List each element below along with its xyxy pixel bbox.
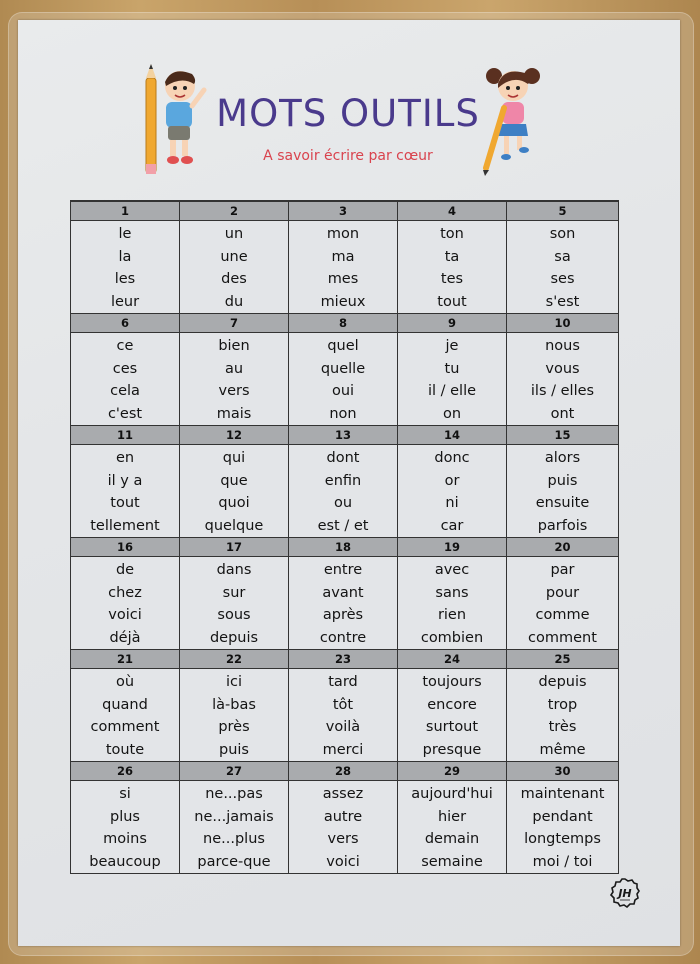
word: qui [222, 450, 246, 466]
word: or [444, 472, 460, 489]
word: la [118, 248, 132, 265]
word: les [114, 271, 136, 287]
word-block [507, 761, 618, 873]
word: moins [103, 831, 147, 847]
block-words [398, 333, 506, 425]
block-words [398, 221, 506, 313]
word: même [539, 741, 586, 758]
block-words [289, 333, 397, 425]
word-block [289, 425, 398, 537]
word: je [445, 338, 459, 354]
block-words [289, 669, 397, 761]
page-subtitle: A savoir écrire par cœur [263, 148, 433, 164]
word: combien [420, 629, 484, 646]
word: ne...pas [205, 786, 263, 802]
word-block [507, 313, 618, 425]
block-words [289, 221, 397, 313]
word: voici [108, 607, 142, 623]
word: ce [116, 338, 134, 354]
block-number: 23 [289, 649, 397, 669]
word: tard [328, 674, 358, 690]
word: une [220, 248, 248, 265]
block-number: 25 [507, 649, 618, 669]
block-words [507, 781, 618, 873]
word: mon [326, 226, 360, 242]
word: voilà [325, 719, 361, 735]
block-number: 13 [289, 425, 397, 445]
word: leur [110, 293, 140, 310]
block-row [71, 425, 618, 537]
word: pendant [532, 808, 593, 825]
word: plus [110, 808, 140, 825]
word: trop [547, 696, 578, 713]
word: sans [435, 584, 469, 601]
word: mais [216, 405, 252, 422]
word: comment [528, 629, 597, 646]
word: nous [545, 338, 580, 354]
word: autre [323, 808, 363, 825]
word: non [329, 405, 357, 422]
word: depuis [538, 674, 587, 690]
word: quelle [320, 360, 366, 377]
word-block [71, 761, 180, 873]
word-block [71, 537, 180, 649]
block-words [289, 557, 397, 649]
block-words [398, 781, 506, 873]
block-words [180, 557, 288, 649]
word: demain [424, 831, 480, 847]
word: où [115, 674, 135, 690]
word: ton [440, 226, 464, 242]
word: sous [217, 607, 251, 623]
block-number: 7 [180, 313, 288, 333]
word: mieux [320, 293, 366, 310]
word-block [180, 537, 289, 649]
block-number: 8 [289, 313, 397, 333]
word: de [115, 562, 135, 578]
block-number: 1 [71, 201, 179, 221]
word: avec [434, 562, 470, 578]
word: alors [544, 450, 581, 466]
word: ne...plus [203, 831, 265, 847]
word: vers [327, 831, 359, 847]
word: ces [112, 360, 138, 377]
girl-with-pencil-icon [480, 62, 546, 177]
word-block [71, 649, 180, 761]
word: tellement [90, 517, 160, 534]
word: puis [219, 741, 249, 758]
word: sur [222, 584, 246, 601]
word: puis [547, 472, 578, 489]
worksheet-header [18, 20, 680, 200]
word: on [442, 405, 462, 422]
block-row [71, 761, 618, 873]
block-number: 11 [71, 425, 179, 445]
block-words [71, 781, 179, 873]
word: chez [108, 584, 142, 601]
word-block [180, 761, 289, 873]
word: contre [319, 629, 367, 646]
block-row [71, 313, 618, 425]
word-block [398, 425, 507, 537]
word: cela [110, 383, 140, 399]
block-words [398, 445, 506, 537]
block-words [289, 445, 397, 537]
block-number: 15 [507, 425, 618, 445]
word-block [398, 649, 507, 761]
worksheet-paper [18, 20, 680, 946]
word: vous [545, 360, 580, 377]
block-number: 14 [398, 425, 506, 445]
block-number: 9 [398, 313, 506, 333]
word: au [224, 360, 244, 377]
word: donc [434, 450, 470, 466]
block-number: 27 [180, 761, 288, 781]
word: très [548, 719, 577, 735]
block-number: 19 [398, 537, 506, 557]
word: tôt [332, 696, 354, 713]
block-words [71, 669, 179, 761]
word: ni [445, 495, 459, 511]
word-block [507, 649, 618, 761]
block-number: 2 [180, 201, 288, 221]
word: ont [550, 405, 575, 422]
block-number: 20 [507, 537, 618, 557]
word: mes [327, 271, 359, 287]
page-title: MOTS OUTILS [216, 92, 480, 135]
jh-logo-icon [610, 878, 640, 908]
word: déjà [109, 629, 141, 646]
word-block [289, 537, 398, 649]
block-words [180, 445, 288, 537]
block-words [180, 333, 288, 425]
word: quelque [204, 517, 264, 534]
word: tes [440, 271, 464, 287]
word: ensuite [535, 495, 590, 511]
block-number: 17 [180, 537, 288, 557]
word: ses [550, 271, 575, 287]
block-number: 6 [71, 313, 179, 333]
word: que [220, 472, 248, 489]
word: c'est [107, 405, 143, 422]
word: aujourd'hui [411, 786, 493, 802]
word: parce-que [197, 853, 271, 870]
block-words [180, 221, 288, 313]
word-block [71, 313, 180, 425]
block-words [398, 557, 506, 649]
block-words [71, 333, 179, 425]
word: tout [110, 495, 140, 511]
word: avant [322, 584, 364, 601]
word-block [289, 201, 398, 313]
word: semaine [421, 853, 483, 870]
boy-with-pencil-icon [142, 60, 212, 180]
word: ta [444, 248, 460, 265]
word-block [398, 313, 507, 425]
word: près [218, 719, 250, 735]
word: ils / elles [530, 383, 595, 399]
block-number: 12 [180, 425, 288, 445]
block-words [507, 669, 618, 761]
word: quel [327, 338, 359, 354]
word: toujours [422, 674, 482, 690]
word: tout [437, 293, 467, 310]
block-number: 5 [507, 201, 618, 221]
word: pour [545, 584, 580, 601]
svg-text:JH: JH [618, 887, 632, 900]
block-number: 18 [289, 537, 397, 557]
block-words [289, 781, 397, 873]
block-number: 28 [289, 761, 397, 781]
block-number: 29 [398, 761, 506, 781]
word: entre [323, 562, 363, 578]
word: sa [554, 248, 571, 265]
word: ici [225, 674, 243, 690]
word: surtout [425, 719, 479, 735]
word-block [398, 201, 507, 313]
word-block [71, 425, 180, 537]
block-words [507, 221, 618, 313]
block-words [71, 557, 179, 649]
word: bien [218, 338, 250, 354]
word: toute [105, 741, 145, 758]
word: dont [326, 450, 360, 466]
block-number: 21 [71, 649, 179, 669]
word: quoi [218, 495, 250, 511]
word-block [289, 313, 398, 425]
word: en [115, 450, 135, 466]
word: vers [218, 383, 250, 399]
word: merci [322, 741, 364, 758]
word: si [119, 786, 131, 802]
block-words [507, 557, 618, 649]
word: car [440, 517, 464, 534]
word: comme [535, 607, 590, 623]
word-block [180, 201, 289, 313]
word-block [180, 649, 289, 761]
word-block [507, 201, 618, 313]
block-words [507, 333, 618, 425]
word-block [180, 313, 289, 425]
block-words [180, 669, 288, 761]
block-number: 16 [71, 537, 179, 557]
word: il y a [107, 472, 143, 489]
block-number: 10 [507, 313, 618, 333]
word: le [118, 226, 132, 242]
word: rien [437, 607, 467, 623]
block-row [71, 201, 618, 313]
block-number: 22 [180, 649, 288, 669]
word: moi / toi [532, 853, 593, 870]
word-block [507, 425, 618, 537]
block-words [507, 445, 618, 537]
word: quand [102, 696, 148, 713]
block-number: 30 [507, 761, 618, 781]
word: est / et [317, 517, 369, 534]
word: voici [326, 853, 360, 870]
word: presque [422, 741, 482, 758]
word-block [71, 201, 180, 313]
word: maintenant [520, 786, 605, 802]
word: tu [444, 360, 460, 377]
word-block [180, 425, 289, 537]
block-number: 24 [398, 649, 506, 669]
block-row [71, 537, 618, 649]
word: son [549, 226, 576, 242]
word: depuis [209, 629, 259, 646]
block-words [398, 669, 506, 761]
word: assez [322, 786, 364, 802]
word: après [322, 607, 364, 623]
word: enfin [324, 472, 362, 489]
word: ou [333, 495, 353, 511]
word: ma [331, 248, 355, 265]
word: des [221, 271, 247, 287]
word: hier [437, 808, 467, 825]
word: il / elle [427, 383, 477, 399]
block-number: 26 [71, 761, 179, 781]
block-words [71, 221, 179, 313]
word: longtemps [524, 831, 601, 847]
word: beaucoup [89, 853, 161, 870]
block-row [71, 649, 618, 761]
word: par [550, 562, 575, 578]
word: s'est [545, 293, 580, 310]
word: du [224, 293, 244, 310]
word: comment [90, 719, 160, 735]
word: oui [331, 383, 355, 399]
word-block [289, 761, 398, 873]
word: dans [216, 562, 252, 578]
block-number: 4 [398, 201, 506, 221]
word-block [507, 537, 618, 649]
block-number: 3 [289, 201, 397, 221]
word: un [224, 226, 244, 242]
block-words [180, 781, 288, 873]
word: parfois [537, 517, 588, 534]
word-block [289, 649, 398, 761]
word: encore [427, 696, 477, 713]
word: là-bas [212, 696, 256, 713]
word: ne...jamais [194, 808, 274, 825]
block-words [71, 445, 179, 537]
word-block [398, 537, 507, 649]
word-block [398, 761, 507, 873]
word-grid [70, 200, 619, 874]
